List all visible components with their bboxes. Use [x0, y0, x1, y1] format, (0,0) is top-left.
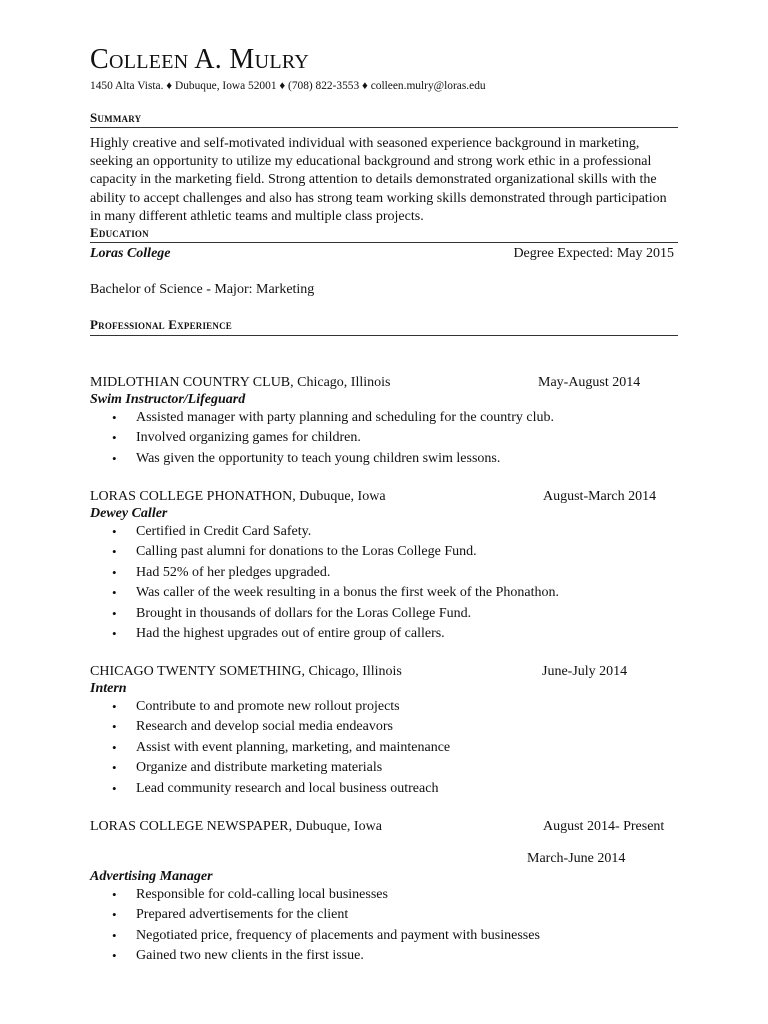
bullet-icon: •	[112, 564, 117, 580]
bullet-item: • Had 52% of her pledges upgraded.	[112, 563, 559, 583]
resume-name: Colleen A. Mulry	[90, 44, 310, 75]
bullet-icon: •	[112, 719, 117, 735]
job-org: MIDLOTHIAN COUNTRY CLUB, Chicago, Illinois	[90, 375, 391, 390]
bullet-icon: •	[112, 760, 117, 776]
bullet-item: • Prepared advertisements for the client	[112, 905, 540, 925]
bullet-icon: •	[112, 410, 117, 425]
bullet-item: • Assisted manager with party planning and scheduling for the country club.	[112, 408, 554, 428]
bullet-item: • Organize and distribute marketing materials	[112, 758, 450, 778]
bullet-icon: •	[112, 524, 117, 539]
job-role: Swim Instructor/Lifeguard	[90, 392, 246, 407]
bullet-item: • Gained two new clients in the first issue.	[112, 946, 540, 966]
job-role: Intern	[90, 681, 127, 696]
bullet-item: • Was caller of the week resulting in a bonus the first week of the Phonathon.	[112, 583, 559, 603]
bullet-icon: •	[112, 626, 117, 642]
summary-divider	[90, 127, 678, 128]
school-name: Loras College	[90, 246, 171, 261]
summary-heading: Summary	[90, 110, 142, 125]
bullet-item: • Had the highest upgrades out of entire group of callers.	[112, 624, 559, 644]
bullet-icon: •	[112, 699, 117, 714]
education-divider	[90, 242, 678, 243]
bullet-item: • Lead community research and local business outreach	[112, 779, 450, 799]
job-bullets	[112, 885, 540, 967]
bullet-item: • Negotiated price, frequency of placements and payment with businesses	[112, 926, 540, 946]
degree-text: Bachelor of Science - Major: Marketing	[90, 282, 315, 297]
job-org: LORAS COLLEGE NEWSPAPER, Dubuque, Iowa	[90, 819, 382, 834]
bullet-item: • Contribute to and promote new rollout projects	[112, 697, 450, 717]
job-dates: June-July 2014	[542, 664, 628, 679]
bullet-item: • Brought in thousands of dollars for the Loras College Fund.	[112, 604, 559, 624]
job-role: Dewey Caller	[90, 506, 168, 521]
job-dates: August 2014- Present	[543, 819, 665, 834]
job-bullets	[112, 697, 450, 799]
contact-line: 1450 Alta Vista. ♦ Dubuque, Iowa 52001 ♦ (708) 822-3553 ♦ colleen.mulry@loras.edu	[90, 80, 486, 92]
bullet-icon: •	[112, 544, 117, 560]
bullet-icon: •	[112, 927, 117, 943]
bullet-icon: •	[112, 887, 117, 902]
bullet-item: • Involved organizing games for children.	[112, 428, 554, 448]
summary-text: Highly creative and self-motivated individual with seasoned experience background in marketing, seeking an opportunity to utilize my educational background and strong work ethic in a professional capacity in the marketing field. Strong attention to details demonstrated organizational skills with the ability to accept challenges and also has strong team working skills demonstrated through participation in many different athletic teams and multiple class projects.	[90, 136, 667, 224]
bullet-item: • Was given the opportunity to teach young children swim lessons.	[112, 449, 554, 469]
job-role: Advertising Manager	[90, 869, 213, 884]
experience-divider	[90, 335, 678, 336]
job-dates-secondary: March-June 2014	[527, 851, 626, 866]
resume-page	[90, 0, 678, 1024]
job-bullets	[112, 522, 559, 644]
bullet-item: • Assist with event planning, marketing, and maintenance	[112, 738, 450, 758]
job-org: LORAS COLLEGE PHONATHON, Dubuque, Iowa	[90, 489, 386, 504]
bullet-icon: •	[112, 605, 117, 621]
bullet-icon: •	[112, 907, 117, 923]
bullet-item: • Research and develop social media endeavors	[112, 717, 450, 737]
job-dates: August-March 2014	[543, 489, 657, 504]
bullet-item: • Responsible for cold-calling local businesses	[112, 885, 540, 905]
education-heading: Education	[90, 225, 149, 240]
bullet-icon: •	[112, 450, 117, 466]
bullet-icon: •	[112, 739, 117, 755]
job-bullets	[112, 408, 554, 469]
bullet-icon: •	[112, 430, 117, 446]
job-dates: May-August 2014	[538, 375, 641, 390]
bullet-icon: •	[112, 948, 117, 964]
degree-expected: Degree Expected: May 2015	[513, 246, 674, 261]
experience-heading: Professional Experience	[90, 317, 232, 332]
bullet-item: • Calling past alumni for donations to the Loras College Fund.	[112, 542, 559, 562]
job-org: CHICAGO TWENTY SOMETHING, Chicago, Illinois	[90, 664, 402, 679]
bullet-icon: •	[112, 585, 117, 601]
bullet-item: • Certified in Credit Card Safety.	[112, 522, 559, 542]
bullet-icon: •	[112, 780, 117, 796]
